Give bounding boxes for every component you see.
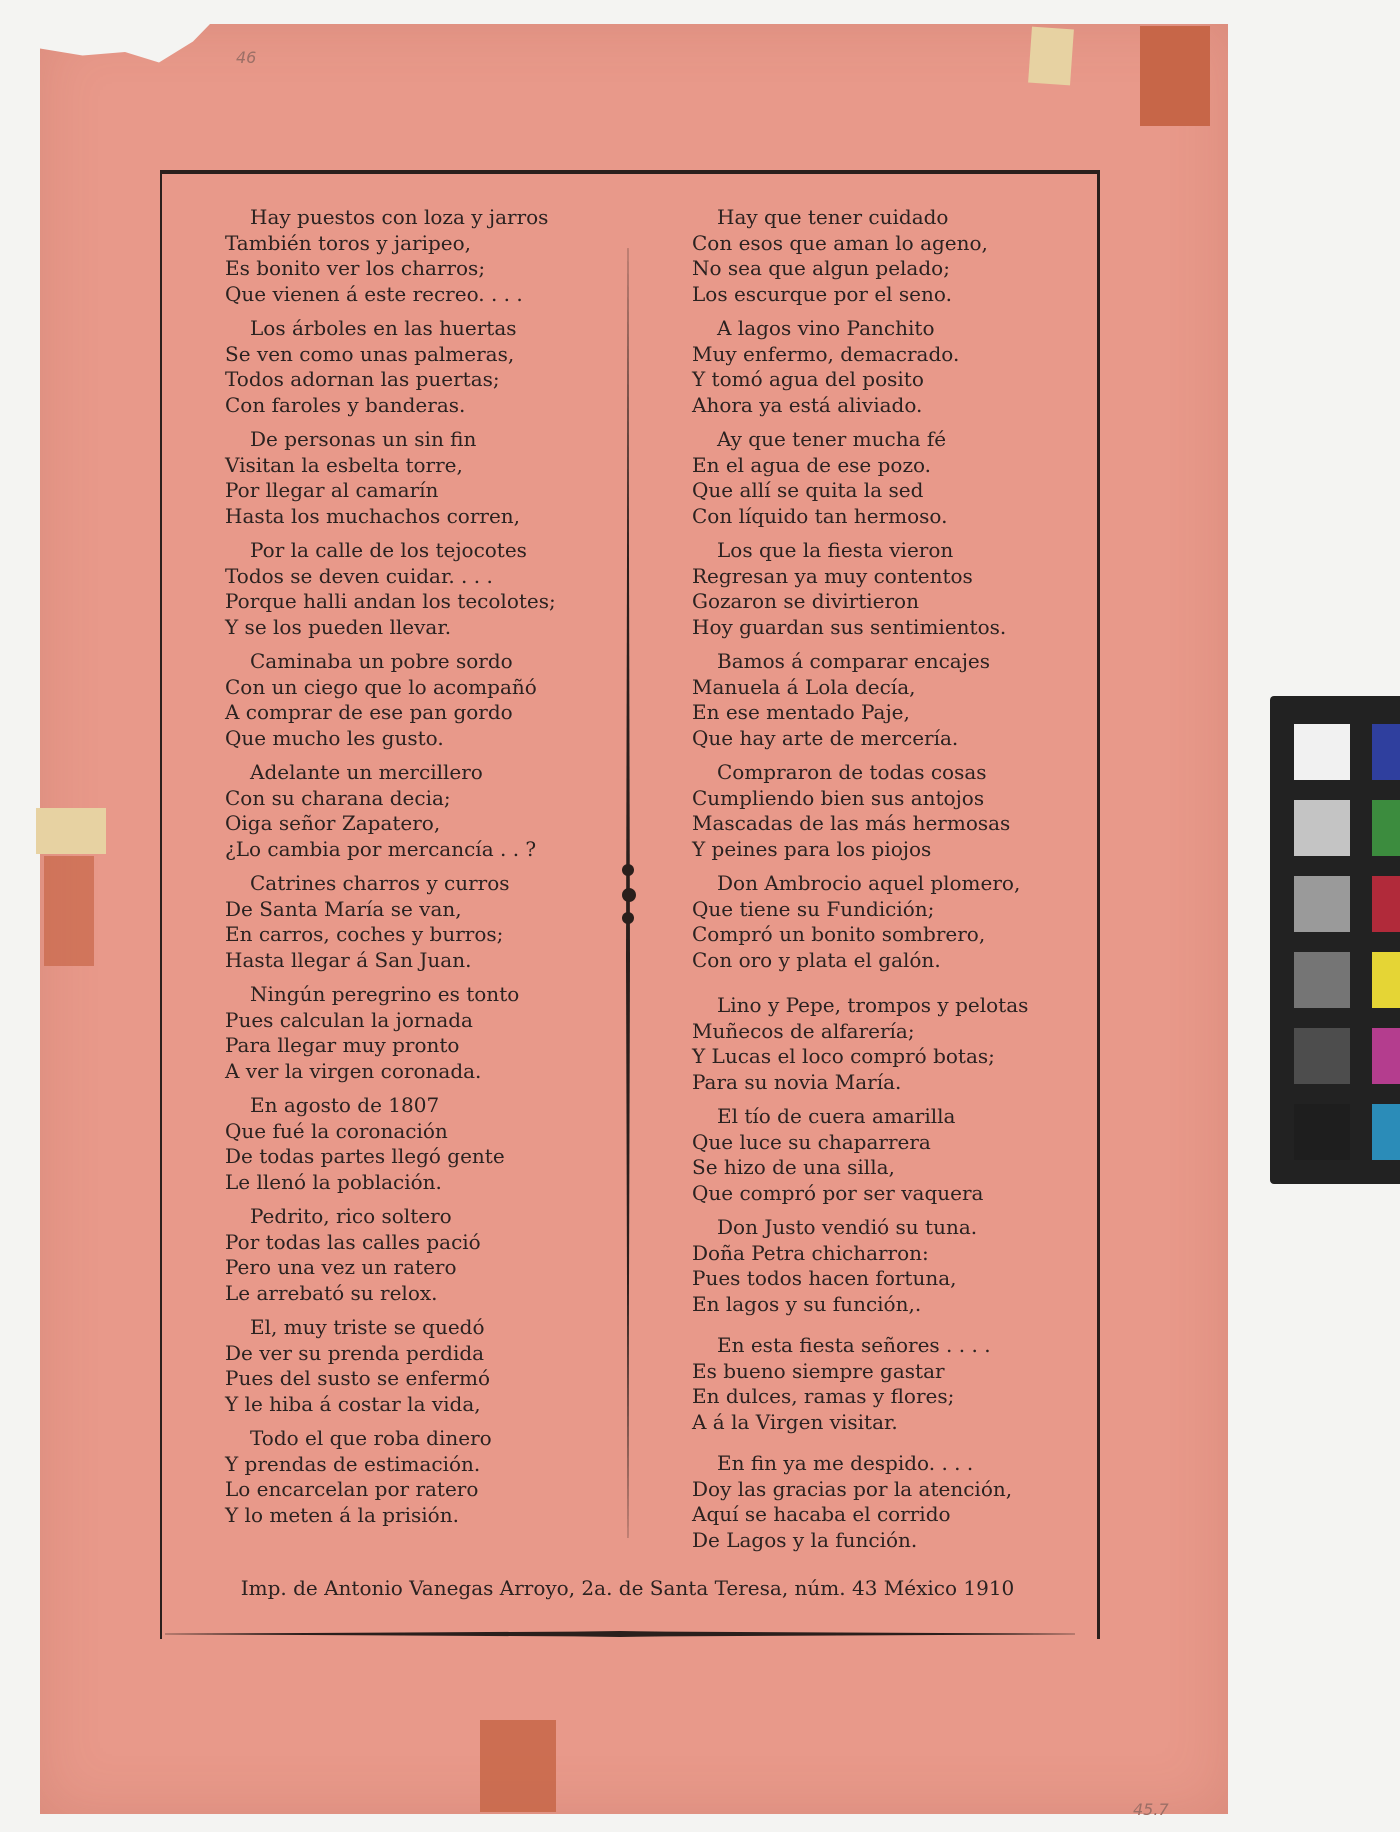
verse-line: Todo el que roba dinero [250,1426,492,1450]
color-swatch [1372,800,1400,856]
color-swatch [1372,1028,1400,1084]
verse-line: Don Justo vendió su tuna. [717,1215,978,1239]
verse-line: En lagos y su función,. [692,1291,922,1316]
verse-line: Y prendas de estimación. [225,1451,481,1476]
verse-line: Manuela á Lola decía, [692,674,916,699]
verse-line: Ahora ya está aliviado. [692,392,923,417]
verse-line: Por todas las calles pació [225,1229,481,1254]
verse-stanza [692,1104,1092,1206]
verse-line: Mascadas de las más hermosas [692,811,1011,835]
verse-stanza [692,649,1092,751]
verse-line: Con líquido tan hermoso. [692,503,948,528]
verse-line: Pero una vez un ratero [225,1255,457,1279]
verse-line: Oiga señor Zapatero, [225,811,441,835]
color-swatch [1294,1028,1350,1084]
verse-line: De Lagos y la función. [692,1527,918,1552]
verse-line: Pues del susto se enfermó [225,1366,491,1390]
verse-line: En el agua de ese pozo. [692,452,932,477]
tape-top-right [1140,26,1210,126]
verse-line: Que mucho les gusto. [225,725,444,750]
verse-line: Compró un bonito sombrero, [692,922,986,946]
verse-line: Que hay arte de mercería. [692,725,959,750]
verse-stanza [225,1204,625,1306]
verse-stanza [692,993,1092,1095]
color-swatch [1294,952,1350,1008]
verse-line: Lo encarcelan por ratero [225,1477,479,1501]
verse-line: El, muy triste se quedó [250,1315,485,1339]
pencil-note: 45.7 [1133,1800,1169,1819]
verse-line: Le arrebató su relox. [225,1280,438,1305]
verse-line: Muñecos de alfarería; [692,1018,915,1043]
verse-line: ¿Lo cambia por mercancía . . ? [225,836,537,861]
verse-line: Y le hiba á costar la vida, [225,1391,481,1416]
verse-line: Porque halli andan los tecolotes; [225,589,556,613]
verse-line: Para su novia María. [692,1069,902,1094]
verse-line: Y peines para los piojos [692,836,932,861]
verse-line: Catrines charros y curros [250,871,510,895]
verse-line: Y tomó agua del posito [692,367,924,391]
verse-stanza [225,205,625,307]
verse-line: Que luce su chaparrera [692,1129,931,1154]
verse-line: Es bueno siempre gastar [692,1358,945,1383]
verse-line: De ver su prenda perdida [225,1340,485,1365]
verse-line: Por la calle de los tejocotes [250,538,527,562]
right-verse-column [692,205,1092,1562]
verse-line: Y lo meten á la prisión. [225,1502,459,1527]
verse-line: Con su charana decia; [225,785,451,810]
verse-line: Cumpliendo bien sus antojos [692,785,985,810]
color-swatch [1372,952,1400,1008]
verse-line: Ningún peregrino es tonto [250,982,520,1006]
verse-line: Que fué la coronación [225,1118,448,1143]
verse-line: Regresan ya muy contentos [692,563,973,588]
verse-line: Con oro y plata el galón. [692,947,941,972]
verse-stanza [692,538,1092,640]
verse-line: Aquí se hacaba el corrido [692,1502,951,1526]
verse-line: Con esos que aman lo ageno, [692,230,988,255]
verse-line: Los que la fiesta vieron [717,538,954,562]
verse-line: En carros, coches y burros; [225,922,504,946]
verse-stanza [225,1093,625,1195]
color-swatch [1372,724,1400,780]
verse-line: Lino y Pepe, trompos y pelotas [717,993,1029,1017]
verse-stanza [225,871,625,973]
verse-stanza [225,538,625,640]
verse-line: Le llenó la población. [225,1169,442,1194]
tape-left [36,808,106,854]
verse-line: Caminaba un pobre sordo [250,649,513,673]
color-calibration-card [1270,696,1400,1184]
verse-line: Con faroles y banderas. [225,392,466,417]
verse-line: De Santa María se van, [225,896,462,921]
left-verse-column [225,205,625,1537]
verse-stanza [692,760,1092,862]
verse-line: Los árboles en las huertas [250,316,517,340]
verse-stanza [225,316,625,418]
verse-line: Hay que tener cuidado [717,205,949,229]
color-swatch [1372,876,1400,932]
verse-line: De todas partes llegó gente [225,1144,505,1168]
color-swatch [1294,724,1350,780]
verse-line: Todos adornan las puertas; [225,367,500,391]
verse-line: Hasta los muchachos corren, [225,503,521,528]
verse-line: En esta fiesta señores . . . . [717,1333,991,1357]
verse-line: Compraron de todas cosas [717,760,987,784]
verse-line: No sea que algun pelado; [692,256,950,280]
verse-line: Por llegar al camarín [225,478,439,502]
verse-line: También toros y jaripeo, [225,230,472,255]
color-swatch [1294,800,1350,856]
verse-stanza [225,649,625,751]
verse-line: Con un ciego que lo acompañó [225,674,537,699]
verse-stanza [692,1333,1092,1435]
verse-line: A lagos vino Panchito [717,316,935,340]
verse-line: A ver la virgen coronada. [225,1058,482,1083]
verse-line: Que compró por ser vaquera [692,1180,984,1205]
verse-line: A comprar de ese pan gordo [225,700,513,724]
verse-line: En fin ya me despido. . . . [717,1451,974,1475]
verse-line: Los escurque por el seno. [692,281,952,306]
verse-stanza [225,1426,625,1528]
verse-line: Para llegar muy pronto [225,1033,460,1057]
tape-left-lower [44,856,94,966]
verse-line: Que allí se quita la sed [692,478,924,502]
verse-line: Se hizo de una silla, [692,1155,895,1179]
verse-stanza [225,1315,625,1417]
verse-line: Pedrito, rico soltero [250,1204,452,1228]
verse-stanza [692,871,1092,973]
verse-stanza [692,205,1092,307]
verse-line: Don Ambrocio aquel plomero, [717,871,1021,895]
color-swatch [1294,1104,1350,1160]
verse-stanza [692,1215,1092,1317]
verse-line: Pues calculan la jornada [225,1007,473,1032]
verse-line: Que tiene su Fundición; [692,896,935,921]
verse-line: Hasta llegar á San Juan. [225,947,472,972]
verse-stanza [692,316,1092,418]
tape-bottom [480,1720,556,1812]
verse-line: Visitan la esbelta torre, [225,452,463,477]
verse-line: Se ven como unas palmeras, [225,341,515,366]
color-swatch [1294,876,1350,932]
verse-line: Y Lucas el loco compró botas; [692,1044,995,1068]
verse-line: Que vienen á este recreo. . . . [225,281,523,306]
verse-line: En ese mentado Paje, [692,700,910,724]
printer-imprint: Imp. de Antonio Vanegas Arroyo, 2a. de Santa Teresa, núm. 43 México 1910 [240,1576,1015,1600]
verse-line: Doña Petra chicharron: [692,1240,929,1265]
verse-line: Hoy guardan sus sentimientos. [692,614,1007,639]
verse-line: En dulces, ramas y flores; [692,1384,955,1408]
folio-number: 46 [236,48,257,67]
verse-line: Todos se deven cuidar. . . . [225,563,493,588]
tape-top [1028,27,1074,86]
verse-line: Hay puestos con loza y jarros [250,205,549,229]
verse-line: Pues todos hacen fortuna, [692,1266,957,1290]
verse-stanza [225,760,625,862]
verse-stanza [692,427,1092,529]
verse-line: A á la Virgen visitar. [692,1409,898,1434]
verse-line: De personas un sin fin [250,427,477,451]
verse-line: Y se los pueden llevar. [225,614,452,639]
verse-line: En agosto de 1807 [250,1093,440,1117]
verse-line: Adelante un mercillero [250,760,483,784]
verse-stanza [225,427,625,529]
verse-stanza [225,982,625,1084]
verse-line: Gozaron se divirtieron [692,589,919,613]
verse-line: Ay que tener mucha fé [717,427,947,451]
verse-line: Doy las gracias por la atención, [692,1476,1013,1501]
verse-line: Muy enfermo, demacrado. [692,341,960,366]
verse-stanza [692,1451,1092,1553]
verse-line: Es bonito ver los charros; [225,256,486,280]
verse-line: Bamos á comparar encajes [717,649,991,673]
verse-line: El tío de cuera amarilla [717,1104,956,1128]
color-swatch [1372,1104,1400,1160]
